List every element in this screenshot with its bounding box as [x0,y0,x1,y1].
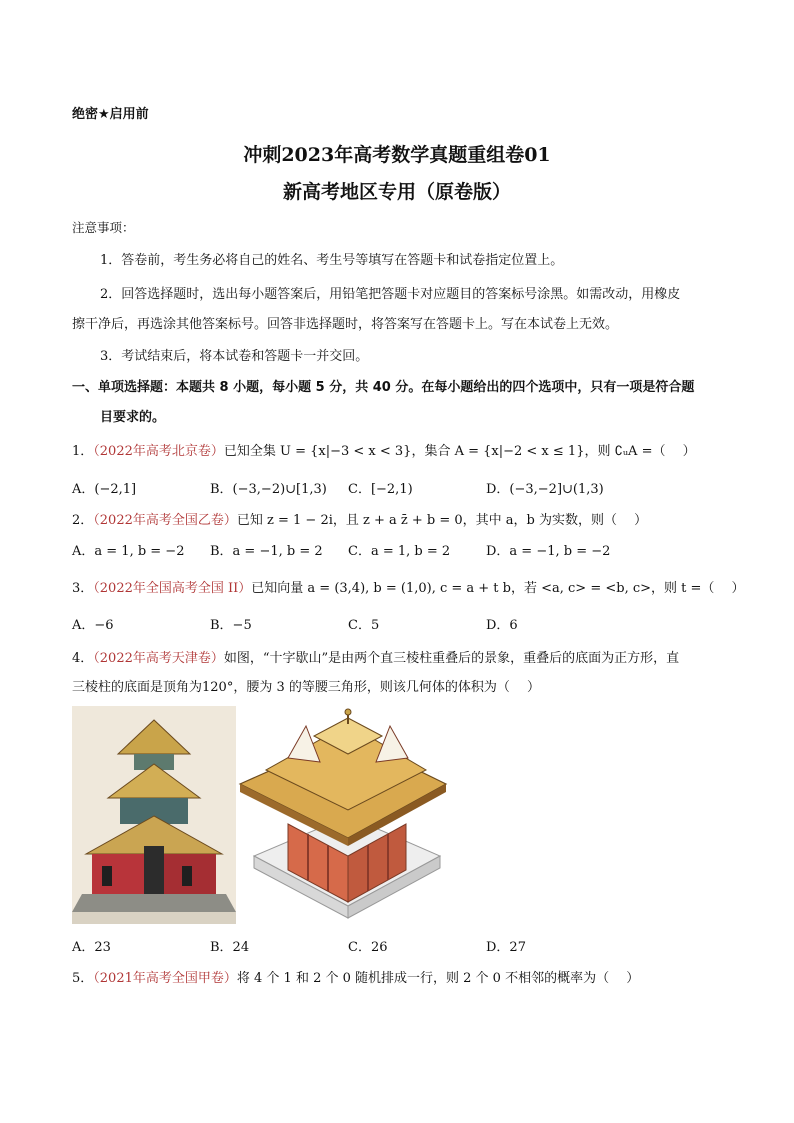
question-5 [72,967,639,986]
option-a: A．23 [72,940,111,955]
figure-cross-gable-building [72,706,236,924]
question-source: （2022年高考北京卷） [93,444,224,459]
option-c: C．5 [348,618,380,633]
question-number: 3． [72,581,94,596]
option-a: A．a = 1, b = −2 [72,544,185,559]
exam-title: 冲刺2023年高考数学真题重组卷01 [243,144,551,166]
option-d: D．6 [486,618,518,633]
roof-illustration [236,706,450,924]
option-d: D．a = −1, b = −2 [486,544,611,559]
option-c: C．a = 1, b = 2 [348,544,451,559]
question-stem: 已知向量 a = (3,4), b = (1,0), c = a + t b，若 <a, c> = <b, c>，则 t =（ ） [251,581,745,596]
question-number: 5． [72,971,94,986]
option-b: B．−5 [210,618,252,633]
question-source: （2022年全国高考全国 II） [93,581,252,596]
question-source: （2021年高考全国甲卷） [93,971,237,986]
question-4 [72,647,679,666]
question-1 [72,440,696,459]
option-d: D．(−3,−2]∪(1,3) [486,482,604,497]
option-d: D．27 [486,940,526,955]
notice-label: 注意事项： [72,220,135,235]
option-b: B．(−3,−2)∪[1,3) [210,482,327,497]
confidential-label: 绝密★启用前 [72,107,149,122]
question-stem: 已知全集 U = {x|−3 < x < 3}，集合 A = {x|−2 < x ≤ 1}，则 ∁ᵤA =（ ） [223,444,696,459]
option-c: C．[−2,1) [348,482,413,497]
question-number: 2． [72,513,94,528]
question-stem: 将 4 个 1 和 2 个 0 随机排成一行，则 2 个 0 不相邻的概率为（ ） [236,971,640,986]
section-heading-cont: 目要求的。 [100,410,166,425]
question-stem-cont: 三棱柱的底面是顶角为120°，腰为 3 的等腰三角形，则该几何体的体积为（ ） [72,680,540,695]
notice-item: 1．答卷前，考生务必将自己的姓名、考生号等填写在答题卡和试卷指定位置上。 [100,253,564,268]
section-heading: 一、单项选择题：本题共 8 小题，每小题 5 分，共 40 分。在每小题给出的四个选项中，只有一项是符合题 [72,380,695,395]
exam-subtitle: 新高考地区专用（原卷版） [282,181,511,203]
option-b: B．a = −1, b = 2 [210,544,323,559]
question-2 [72,509,647,528]
question-number: 1． [72,444,94,459]
question-source: （2022年高考天津卷） [93,651,224,666]
question-stem: 如图，“十字歇山”是由两个直三棱柱重叠后的景象，重叠后的底面为正方形，直 [223,651,680,666]
notice-item: 2．回答选择题时，选出每小题答案后，用铅笔把答题卡对应题目的答案标号涂黑。如需改动，用橡皮 [100,287,681,302]
option-a: A．(−2,1] [72,482,137,497]
figure-roof-illustration [236,706,450,924]
option-b: B．24 [210,940,250,955]
option-c: C．26 [348,940,388,955]
option-a: A．−6 [72,618,114,633]
question-number: 4． [72,651,94,666]
question-3 [72,577,745,596]
notice-item: 3．考试结束后，将本试卷和答题卡一并交回。 [100,349,369,364]
question-stem: 已知 z = 1 − 2i，且 z + a z̄ + b = 0，其中 a，b 为实数，则（ ） [236,513,648,528]
question-source: （2022年高考全国乙卷） [93,513,237,528]
notice-item: 擦干净后，再选涂其他答案标号。回答非选择题时，将答案写在答题卡上。写在本试卷上无效。 [72,317,619,332]
building-illustration [72,706,236,924]
